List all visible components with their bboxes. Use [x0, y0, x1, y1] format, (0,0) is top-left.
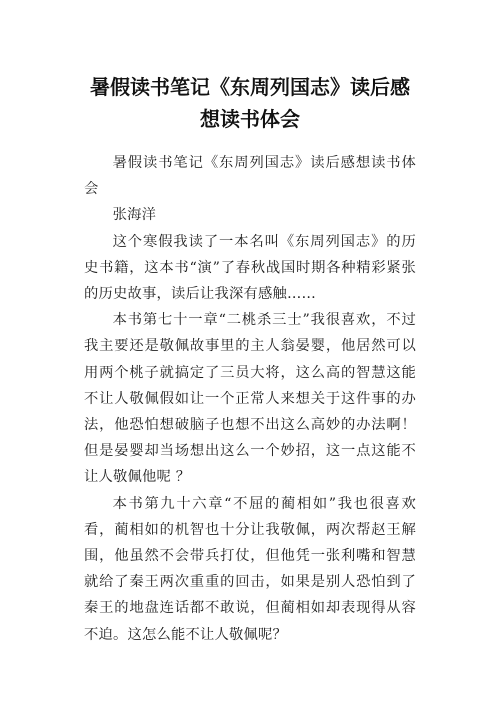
title-line-1: 暑假读书笔记《东周列国志》读后感: [90, 75, 410, 100]
paragraph-intro: 这个寒假我读了一本名叫《东周列国志》的历史书籍，这本书“演”了春秋战国时期各种精彩紧张的历史故事，读后让我深有感触……: [84, 233, 416, 303]
title-line-2: 想读书体会: [200, 107, 300, 132]
page-title: [60, 71, 440, 135]
paragraph-author: 张海洋: [112, 207, 157, 224]
paragraph-subtitle: 暑假读书笔记《东周列国志》读后感想读书体会: [84, 155, 416, 198]
document-body: [84, 150, 416, 648]
paragraph-chapter-71: 本书第七十一章“二桃杀三士”我很喜欢，不过我主要还是敬佩故事里的主人翁晏婴，他居然可以用两个桃子就搞定了三员大将，这么高的智慧这能不让人敬佩假如让一个正常人来想关于这件事的办法，他恐怕想破脑子也想不出这么高妙的办法啊！但是晏婴却当场想出这么一个妙招，这一点这能不让人敬佩他呢 ？: [84, 312, 416, 486]
paragraph-chapter-96: 本书第九十六章“不屈的蔺相如”我也很喜欢看，蔺相如的机智也十分让我敬佩，两次帮赵王解围，他虽然不会带兵打仗，但他凭一张利嘴和智慧就给了秦王两次重重的回击，如果是别人恐怕到了秦王的地盘连话都不敢说，但蔺相如却表现得从容不迫。这怎么能不让人敬佩呢？: [84, 495, 416, 643]
